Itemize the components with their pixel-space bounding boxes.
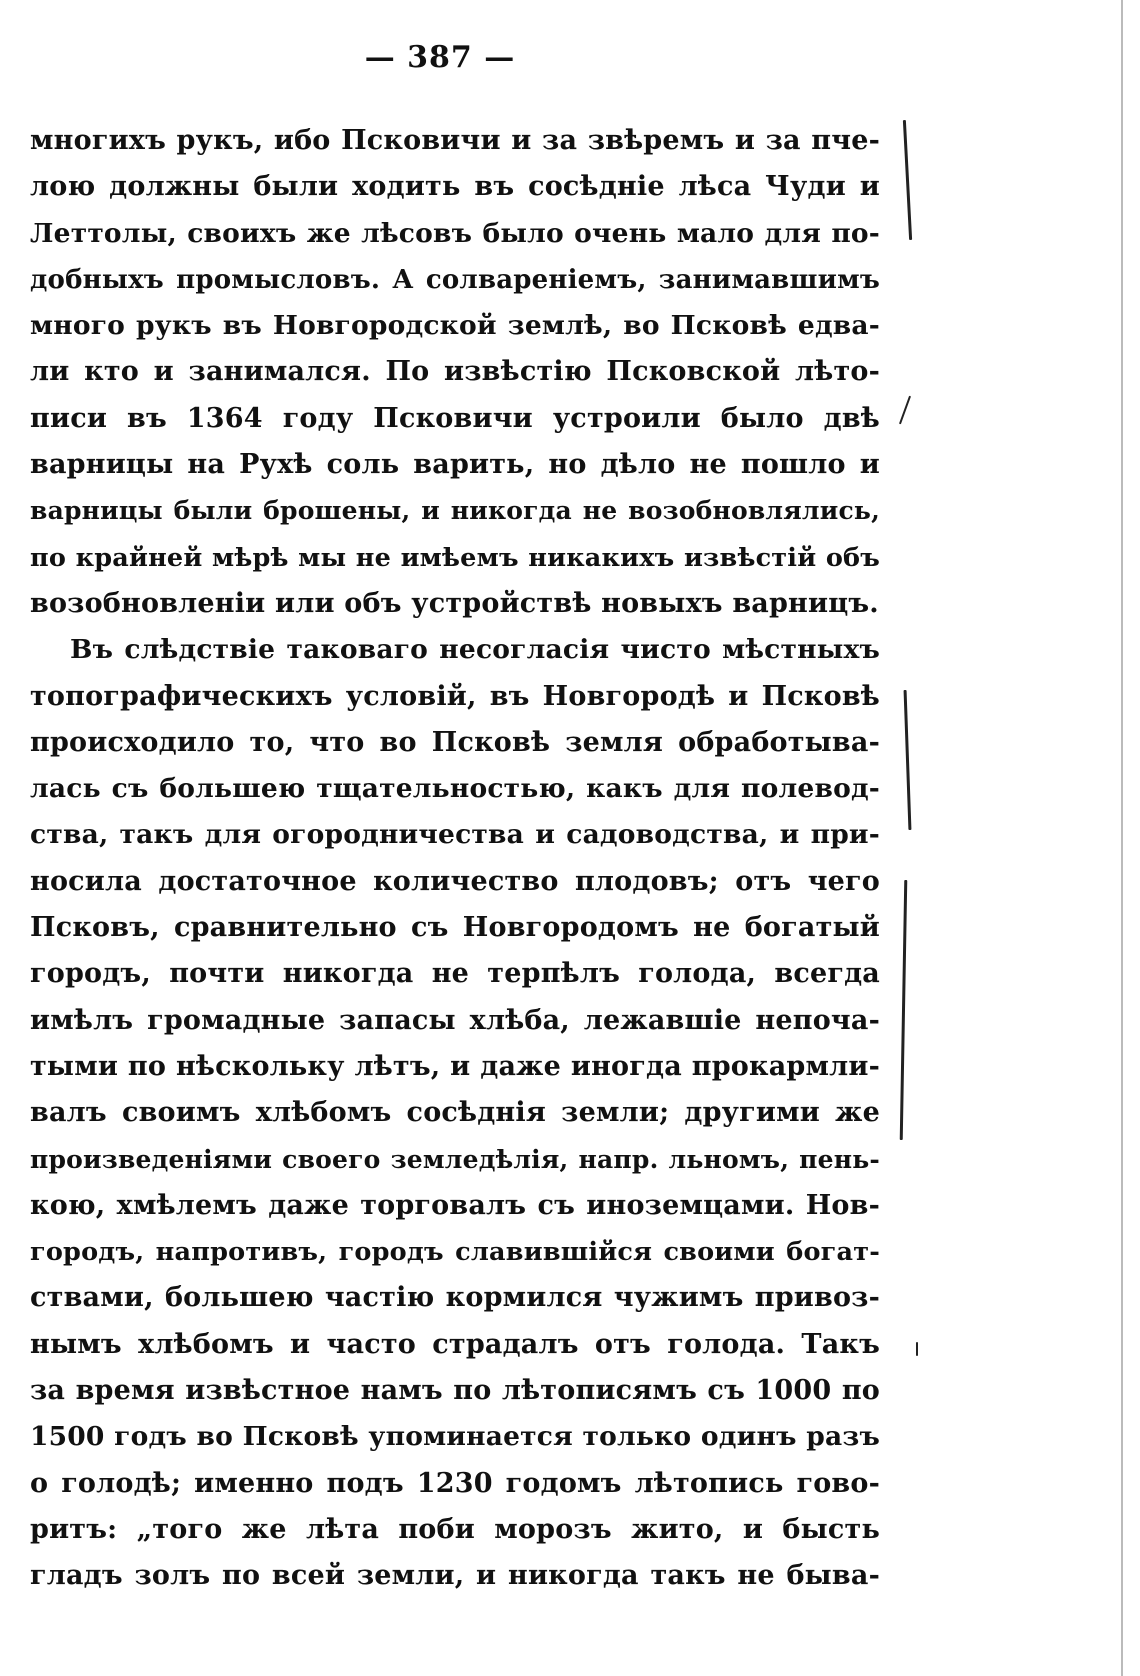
text-line: варницы были брошены, и никогда не возобновлялись, bbox=[30, 496, 880, 526]
text-line: кою, хмѣлемъ даже торговалъ съ иноземцами. Нов- bbox=[30, 1189, 880, 1221]
text-line: валъ своимъ хлѣбомъ сосѣднія земли; другими же bbox=[30, 1097, 880, 1129]
text-line: произведеніями своего земледѣлія, напр. льномъ, пень- bbox=[30, 1144, 880, 1174]
text-line: тыми по нѣскольку лѣтъ, и даже иногда прокармли- bbox=[30, 1050, 880, 1082]
text-line: много рукъ въ Новгородской землѣ, во Псковѣ едва- bbox=[30, 310, 880, 342]
text-line: ритъ: „того же лѣта поби морозъ жито, и бысть bbox=[30, 1513, 880, 1545]
text-line: лою должны были ходить въ сосѣдніе лѣса Чуди и bbox=[30, 171, 880, 203]
text-line: по крайней мѣрѣ мы не имѣемъ никакихъ извѣстій объ bbox=[30, 542, 880, 573]
margin-mark bbox=[916, 1342, 918, 1356]
text-line: происходило то, что во Псковѣ земля обработыва- bbox=[30, 726, 880, 758]
margin-mark bbox=[899, 396, 911, 425]
text-line: о голодѣ; именно подъ 1230 годомъ лѣтопись гово- bbox=[30, 1467, 880, 1499]
text-line: городъ, почти никогда не терпѣлъ голода, всегда bbox=[30, 958, 880, 990]
text-line: носила достаточное количество плодовъ; отъ чего bbox=[30, 865, 880, 897]
text-line: Псковъ, сравнительно съ Новгородомъ не богатый bbox=[30, 912, 880, 944]
text-line: Въ слѣдствіе таковаго несогласія чисто мѣстныхъ bbox=[70, 634, 880, 666]
text-line: возобновленіи или объ устройствѣ новыхъ варницъ. bbox=[30, 587, 879, 619]
body-text bbox=[30, 118, 880, 1600]
text-line: топографическихъ условій, въ Новгородѣ и Псковѣ bbox=[30, 680, 880, 712]
text-line: лась съ большею тщательностью, какъ для полевод- bbox=[30, 773, 880, 805]
text-line: ства, такъ для огородничества и садоводства, и при- bbox=[30, 819, 880, 851]
text-line: городъ, напротивъ, городъ славившійся своими богат- bbox=[30, 1237, 880, 1268]
text-line: ли кто и занимался. По извѣстію Псковской лѣто- bbox=[30, 356, 880, 388]
text-line: добныхъ промысловъ. А солвареніемъ, занимавшимъ bbox=[30, 264, 880, 295]
text-line: за время извѣстное намъ по лѣтописямъ съ 1000 по bbox=[30, 1375, 880, 1407]
text-line: имѣлъ громадные запасы хлѣба, лежавшіе непоча- bbox=[30, 1004, 880, 1036]
margin-mark bbox=[903, 120, 912, 240]
page-number: — 387 — bbox=[364, 40, 516, 75]
text-line: писи въ 1364 году Псковичи устроили было двѣ bbox=[30, 402, 880, 434]
text-line: многихъ рукъ, ибо Псковичи и за звѣремъ и за пче- bbox=[30, 125, 880, 156]
text-line: Леттолы, своихъ же лѣсовъ было очень мало для по- bbox=[30, 217, 880, 249]
text-line: нымъ хлѣбомъ и часто страдалъ отъ голода. Такъ bbox=[30, 1328, 880, 1360]
text-line: 1500 годъ во Псковѣ упоминается только одинъ разъ bbox=[30, 1421, 880, 1453]
text-line: ствами, большею частію кормился чужимъ привоз- bbox=[30, 1282, 880, 1314]
margin-mark bbox=[900, 880, 908, 1140]
page-edge bbox=[1121, 0, 1123, 1676]
margin-mark bbox=[904, 690, 912, 830]
text-line: гладъ золъ по всей земли, и никогда такъ не быва- bbox=[30, 1560, 880, 1592]
text-line: варницы на Рухѣ соль варить, но дѣло не пошло и bbox=[30, 449, 880, 481]
